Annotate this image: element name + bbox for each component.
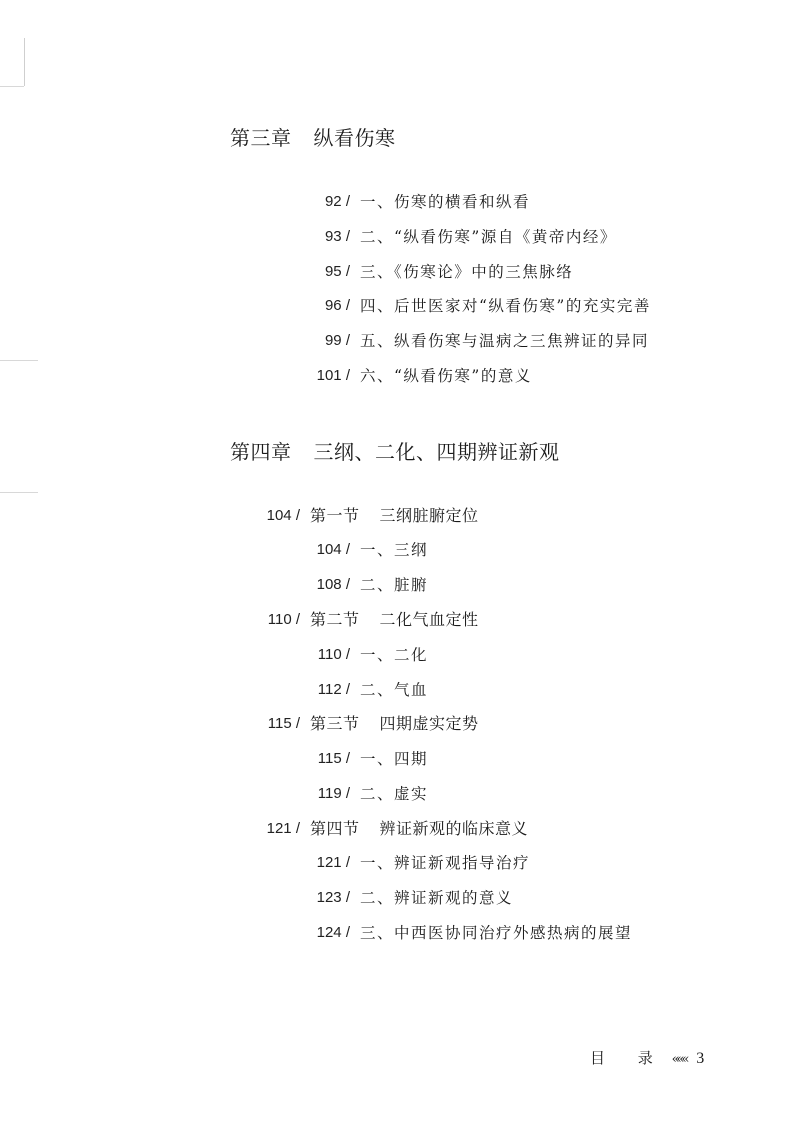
chapter-title: 纵看伤寒 bbox=[313, 126, 396, 150]
page-number: 121 / bbox=[316, 854, 350, 871]
page-footer bbox=[590, 1047, 704, 1068]
section-label: 第三节 bbox=[310, 714, 360, 733]
toc-entry[interactable] bbox=[280, 574, 680, 596]
page-edge-mark bbox=[24, 38, 25, 86]
toc-entry[interactable] bbox=[280, 365, 680, 387]
page-number: 110 / bbox=[267, 611, 300, 628]
page-number: 93 / bbox=[324, 228, 350, 245]
page-number: 104 / bbox=[316, 541, 350, 558]
toc-section[interactable] bbox=[230, 609, 630, 631]
entry-title: 二、辨证新观的意义 bbox=[360, 889, 514, 907]
toc-entry[interactable] bbox=[280, 887, 680, 909]
page-edge-mark bbox=[0, 360, 38, 361]
running-footer-label: 目 录 bbox=[590, 1049, 667, 1067]
page-number: 96 / bbox=[324, 297, 350, 314]
toc-entry[interactable] bbox=[280, 261, 680, 283]
page-number: 112 / bbox=[317, 681, 350, 698]
section-title: 三纲脏腑定位 bbox=[379, 506, 479, 525]
section-label: 第四节 bbox=[310, 819, 360, 838]
page-number: 104 / bbox=[266, 507, 300, 524]
entry-title: 二、虚实 bbox=[360, 785, 429, 803]
section-title: 四期虚实定势 bbox=[379, 714, 479, 733]
page-number: 123 / bbox=[316, 889, 350, 906]
entry-title: 四、后世医家对“纵看伤寒”的充实完善 bbox=[360, 297, 651, 315]
chevron-left-icon: ««« bbox=[671, 1052, 687, 1067]
toc-entry[interactable] bbox=[280, 679, 680, 701]
entry-title: 二、“纵看伤寒”源自《黄帝内经》 bbox=[360, 228, 617, 246]
toc-entry[interactable] bbox=[280, 852, 680, 874]
page-number: 115 / bbox=[267, 715, 300, 732]
entry-title: 一、三纲 bbox=[360, 541, 429, 559]
page-edge-mark bbox=[0, 86, 24, 87]
page-number: 124 / bbox=[316, 924, 350, 941]
entry-title: 一、二化 bbox=[360, 646, 429, 664]
section-title: 辨证新观的临床意义 bbox=[379, 819, 529, 838]
entry-title: 六、“纵看伤寒”的意义 bbox=[360, 367, 532, 385]
section-label: 第一节 bbox=[310, 506, 360, 525]
toc-entry[interactable] bbox=[280, 748, 680, 770]
entry-title: 一、辨证新观指导治疗 bbox=[360, 854, 531, 872]
page-number: 110 / bbox=[317, 646, 350, 663]
toc-entry[interactable] bbox=[280, 539, 680, 561]
page-number: 108 / bbox=[316, 576, 350, 593]
entry-title: 三、《伤寒论》中的三焦脉络 bbox=[360, 263, 574, 281]
chapter-title: 三纲、二化、四期辨证新观 bbox=[313, 440, 560, 464]
page-number: 101 / bbox=[316, 367, 350, 384]
toc-entry[interactable] bbox=[280, 922, 680, 944]
section-label: 第二节 bbox=[310, 610, 360, 629]
page-number: 92 / bbox=[324, 193, 350, 210]
entry-title: 五、纵看伤寒与温病之三焦辨证的异同 bbox=[360, 332, 650, 350]
page-edge-mark bbox=[0, 492, 38, 493]
page-number-footer: 3 bbox=[696, 1050, 705, 1067]
toc-section[interactable] bbox=[230, 505, 630, 527]
chapter-heading bbox=[230, 436, 560, 465]
chapter-number: 第四章 bbox=[230, 440, 292, 464]
section-title: 二化气血定性 bbox=[379, 610, 479, 629]
toc-entry[interactable] bbox=[280, 330, 700, 352]
page-number: 99 / bbox=[324, 332, 350, 349]
entry-title: 一、四期 bbox=[360, 750, 429, 768]
toc-entry[interactable] bbox=[280, 191, 680, 213]
page-number: 95 / bbox=[324, 263, 350, 280]
entry-title: 二、脏腑 bbox=[360, 576, 429, 594]
entry-title: 三、中西医协同治疗外感热病的展望 bbox=[360, 924, 633, 942]
chapter-heading bbox=[230, 122, 396, 151]
toc-section[interactable] bbox=[230, 818, 630, 840]
toc-section[interactable] bbox=[230, 713, 630, 735]
chapter-number: 第三章 bbox=[230, 126, 292, 150]
toc-entry[interactable] bbox=[280, 295, 700, 317]
page-number: 115 / bbox=[317, 750, 350, 767]
page-number: 121 / bbox=[266, 820, 300, 837]
toc-entry[interactable] bbox=[280, 644, 680, 666]
page-number: 119 / bbox=[317, 785, 350, 802]
entry-title: 二、气血 bbox=[360, 681, 429, 699]
toc-entry[interactable] bbox=[280, 226, 680, 248]
toc-entry[interactable] bbox=[280, 783, 680, 805]
entry-title: 一、伤寒的横看和纵看 bbox=[360, 193, 531, 211]
